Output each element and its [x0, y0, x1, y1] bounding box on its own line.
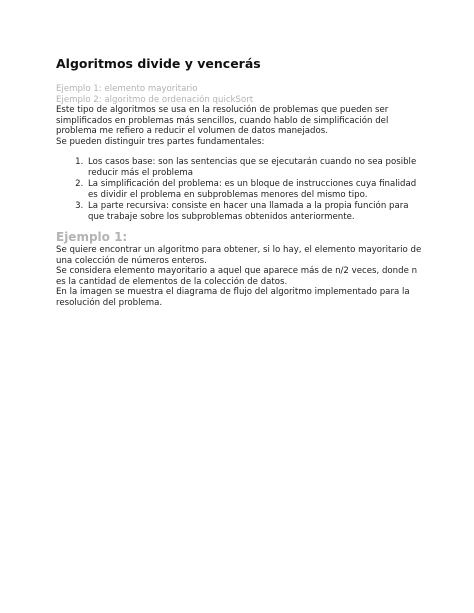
section-heading-example-1: Ejemplo 1: — [56, 230, 128, 244]
document-body — [56, 56, 426, 308]
intro-paragraph: Este tipo de algoritmos se usa en la resolución de problemas que pueden ser simplificados en problemas más sencillos, cuando hablo de simplificación del problema me refiero a reducir el volumen de datos manejados. — [56, 105, 389, 136]
parts-intro-paragraph: Se pueden distinguir tres partes fundamentales: — [56, 136, 265, 147]
list-item-recursive-part: 3. La parte recursiva: consiste en hacer una llamada a la propia función para que trabaje sobre los subproblemas obtenidos anteriormente. — [86, 201, 426, 222]
parts-list — [56, 157, 426, 222]
list-item-base-cases: 1. Los casos base: son las sentencias que se ejecutarán cuando no sea posible reducir más el problema — [86, 157, 426, 178]
page-title: Algoritmos divide y vencerás — [56, 56, 261, 71]
example-1-paragraph: En la imagen se muestra el diagrama de flujo del algoritmo implementado para la resolución del problema. — [56, 287, 410, 308]
list-item-simplification: 2. La simplificación del problema: es un bloque de instrucciones cuya finalidad es dividir el problema en subproblemas menores del mismo tipo. — [86, 179, 426, 200]
toc-link-example-2[interactable]: Ejemplo 2: algoritmo de ordenación quickSort — [56, 94, 254, 105]
example-1-paragraph: Se quiere encontrar un algoritmo para obtener, si lo hay, el elemento mayoritario de una colección de números enteros. — [56, 245, 422, 266]
toc-link-example-1[interactable]: Ejemplo 1: elemento mayoritario — [56, 84, 198, 94]
example-1-paragraph: Se considera elemento mayoritario a aquel que aparece más de n/2 veces, donde n es la cantidad de elementos de la colección de datos. — [56, 266, 418, 287]
table-of-contents — [56, 84, 426, 105]
